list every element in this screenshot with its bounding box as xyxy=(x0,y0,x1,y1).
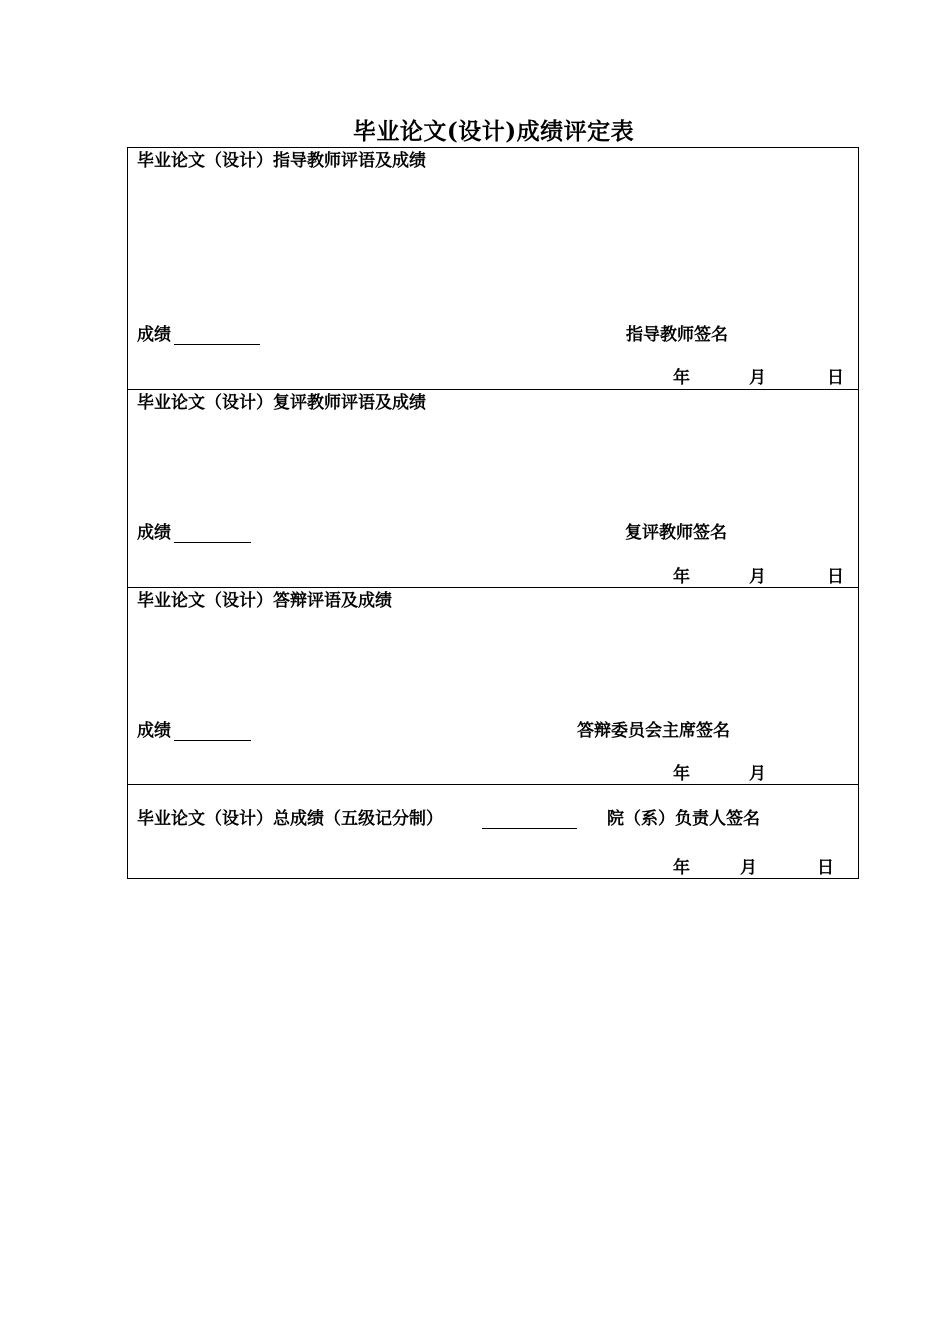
advisor-grade-label: 成绩 xyxy=(137,325,171,345)
defense-grade-field[interactable] xyxy=(174,740,251,741)
reviewer-grade-label: 成绩 xyxy=(137,523,171,543)
advisor-date-day: 日 xyxy=(827,368,844,388)
advisor-grade-field[interactable] xyxy=(174,344,260,345)
defense-section xyxy=(128,587,858,784)
final-grade-label: 毕业论文（设计）总成绩（五级记分制） xyxy=(137,809,443,829)
defense-section-heading: 毕业论文（设计）答辩评语及成绩 xyxy=(137,591,392,611)
advisor-section xyxy=(128,148,858,389)
defense-signature-label: 答辩委员会主席签名 xyxy=(577,721,730,741)
reviewer-section-heading: 毕业论文（设计）复评教师评语及成绩 xyxy=(137,393,426,413)
final-date-year: 年 xyxy=(673,858,690,878)
reviewer-section xyxy=(128,389,858,587)
final-date-month: 月 xyxy=(740,858,757,878)
defense-date-year: 年 xyxy=(673,764,690,784)
advisor-section-heading: 毕业论文（设计）指导教师评语及成绩 xyxy=(137,151,426,171)
reviewer-signature-label: 复评教师签名 xyxy=(625,523,727,543)
reviewer-date-day: 日 xyxy=(827,567,844,587)
final-grade-section xyxy=(128,784,858,879)
advisor-date-year: 年 xyxy=(673,368,690,388)
evaluation-table xyxy=(127,147,859,879)
reviewer-grade-field[interactable] xyxy=(174,542,251,543)
department-head-signature-label: 院（系）负责人签名 xyxy=(607,809,760,829)
page-title: 毕业论文(设计)成绩评定表 xyxy=(352,118,635,145)
final-grade-field[interactable] xyxy=(482,828,577,829)
defense-date-month: 月 xyxy=(749,764,766,784)
reviewer-date-month: 月 xyxy=(749,567,766,587)
reviewer-date-year: 年 xyxy=(673,567,690,587)
final-date-day: 日 xyxy=(817,858,834,878)
advisor-signature-label: 指导教师签名 xyxy=(626,325,728,345)
defense-grade-label: 成绩 xyxy=(137,721,171,741)
advisor-date-month: 月 xyxy=(749,368,766,388)
